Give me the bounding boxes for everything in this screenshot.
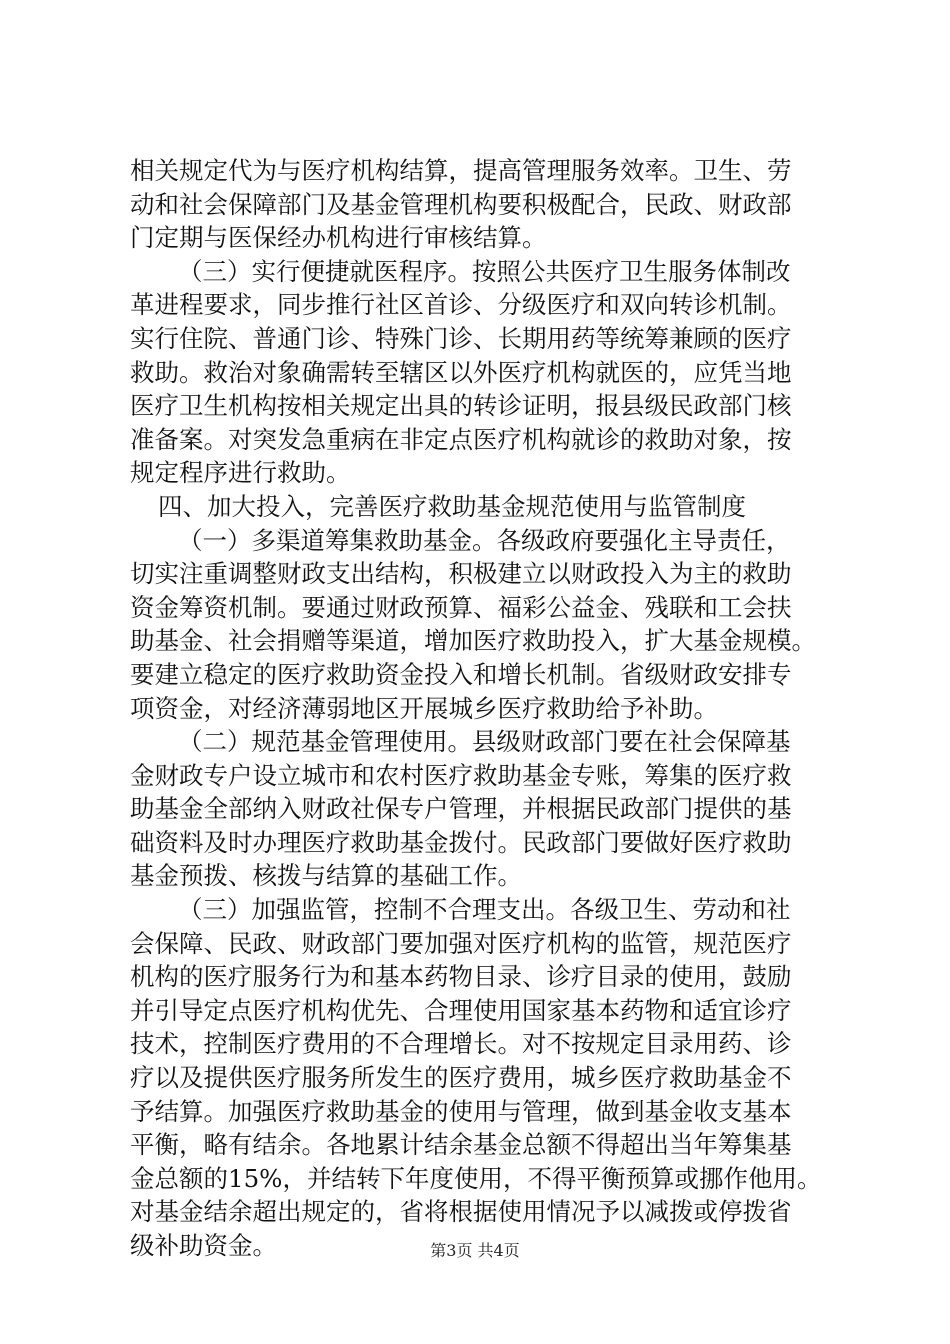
- text-line: 对基金结余超出规定的，省将根据使用情况予以减拨或停拨省: [130, 1197, 792, 1227]
- page-number-footer: 第3页 共4页: [430, 1241, 520, 1260]
- text-line: 技术，控制医疗费用的不合理增长。对不按规定目录用药、诊: [130, 1029, 792, 1059]
- text-line: 疗以及提供医疗服务所发生的医疗费用，城乡医疗救助基金不: [130, 1063, 792, 1093]
- text-line: 项资金，对经济薄弱地区开展城乡医疗救助给予补助。: [130, 693, 718, 723]
- text-line: 金财政专户设立城市和农村医疗救助基金专账，筹集的医疗救: [130, 760, 792, 790]
- text-line: 助基金、社会捐赠等渠道，增加医疗救助投入，扩大基金规模。: [130, 626, 816, 656]
- text-line: 助基金全部纳入财政社保专户管理，并根据民政部门提供的基: [130, 794, 792, 824]
- text-line: 础资料及时办理医疗救助基金拨付。民政部门要做好医疗救助: [130, 827, 792, 857]
- text-line: 级补助资金。: [130, 1231, 277, 1260]
- paragraph-start-line: （三）加强监管，控制不合理支出。各级卫生、劳动和社: [178, 895, 791, 925]
- text-line: 医疗卫生机构按相关规定出具的转诊证明，报县级民政部门核: [130, 391, 792, 421]
- text-line: 金总额的15%，并结转下年度使用，不得平衡预算或挪作他用。: [130, 1163, 822, 1193]
- text-line: 实行住院、普通门诊、特殊门诊、长期用药等统筹兼顾的医疗: [130, 323, 792, 353]
- text-line: 救助。救治对象确需转至辖区以外医疗机构就医的，应凭当地: [130, 357, 792, 387]
- text-line: 会保障、民政、财政部门要加强对医疗机构的监管，规范医疗: [130, 928, 792, 958]
- text-line: 要建立稳定的医疗救助资金投入和增长机制。省级财政安排专: [130, 659, 792, 689]
- paragraph-start-line: （一）多渠道筹集救助基金。各级政府要强化主导责任，: [178, 525, 791, 555]
- document-body: [130, 154, 830, 1263]
- text-line: 动和社会保障部门及基金管理机构要积极配合，民政、财政部: [130, 189, 792, 219]
- text-line: 规定程序进行救助。: [130, 458, 351, 488]
- paragraph-start-line: （三）实行便捷就医程序。按照公共医疗卫生服务体制改: [178, 256, 791, 286]
- text-line: 并引导定点医疗机构优先、合理使用国家基本药物和适宜诊疗: [130, 995, 792, 1025]
- text-line: 门定期与医保经办机构进行审核结算。: [130, 223, 547, 253]
- text-line: 予结算。加强医疗救助基金的使用与管理，做到基金收支基本: [130, 1096, 792, 1126]
- text-line: 相关规定代为与医疗机构结算，提高管理服务效率。卫生、劳: [130, 156, 792, 185]
- text-line: 革进程要求，同步推行社区首诊、分级医疗和双向转诊机制。: [130, 290, 792, 320]
- text-line: 资金筹资机制。要通过财政预算、福彩公益金、残联和工会扶: [130, 592, 792, 622]
- text-line: 切实注重调整财政支出结构，积极建立以财政投入为主的救助: [130, 559, 792, 589]
- text-line: 准备案。对突发急重病在非定点医疗机构就诊的救助对象，按: [130, 424, 792, 454]
- paragraph-start-line: （二）规范基金管理使用。县级财政部门要在社会保障基: [178, 727, 791, 757]
- text-line: 基金预拨、核拨与结算的基础工作。: [130, 861, 522, 891]
- paragraph-start-line: 四、加大投入，完善医疗救助基金规范使用与监管制度: [158, 491, 746, 521]
- text-line: 平衡，略有结余。各地累计结余基金总额不得超出当年筹集基: [130, 1130, 792, 1160]
- text-line: 机构的医疗服务行为和基本药物目录、诊疗目录的使用，鼓励: [130, 962, 792, 992]
